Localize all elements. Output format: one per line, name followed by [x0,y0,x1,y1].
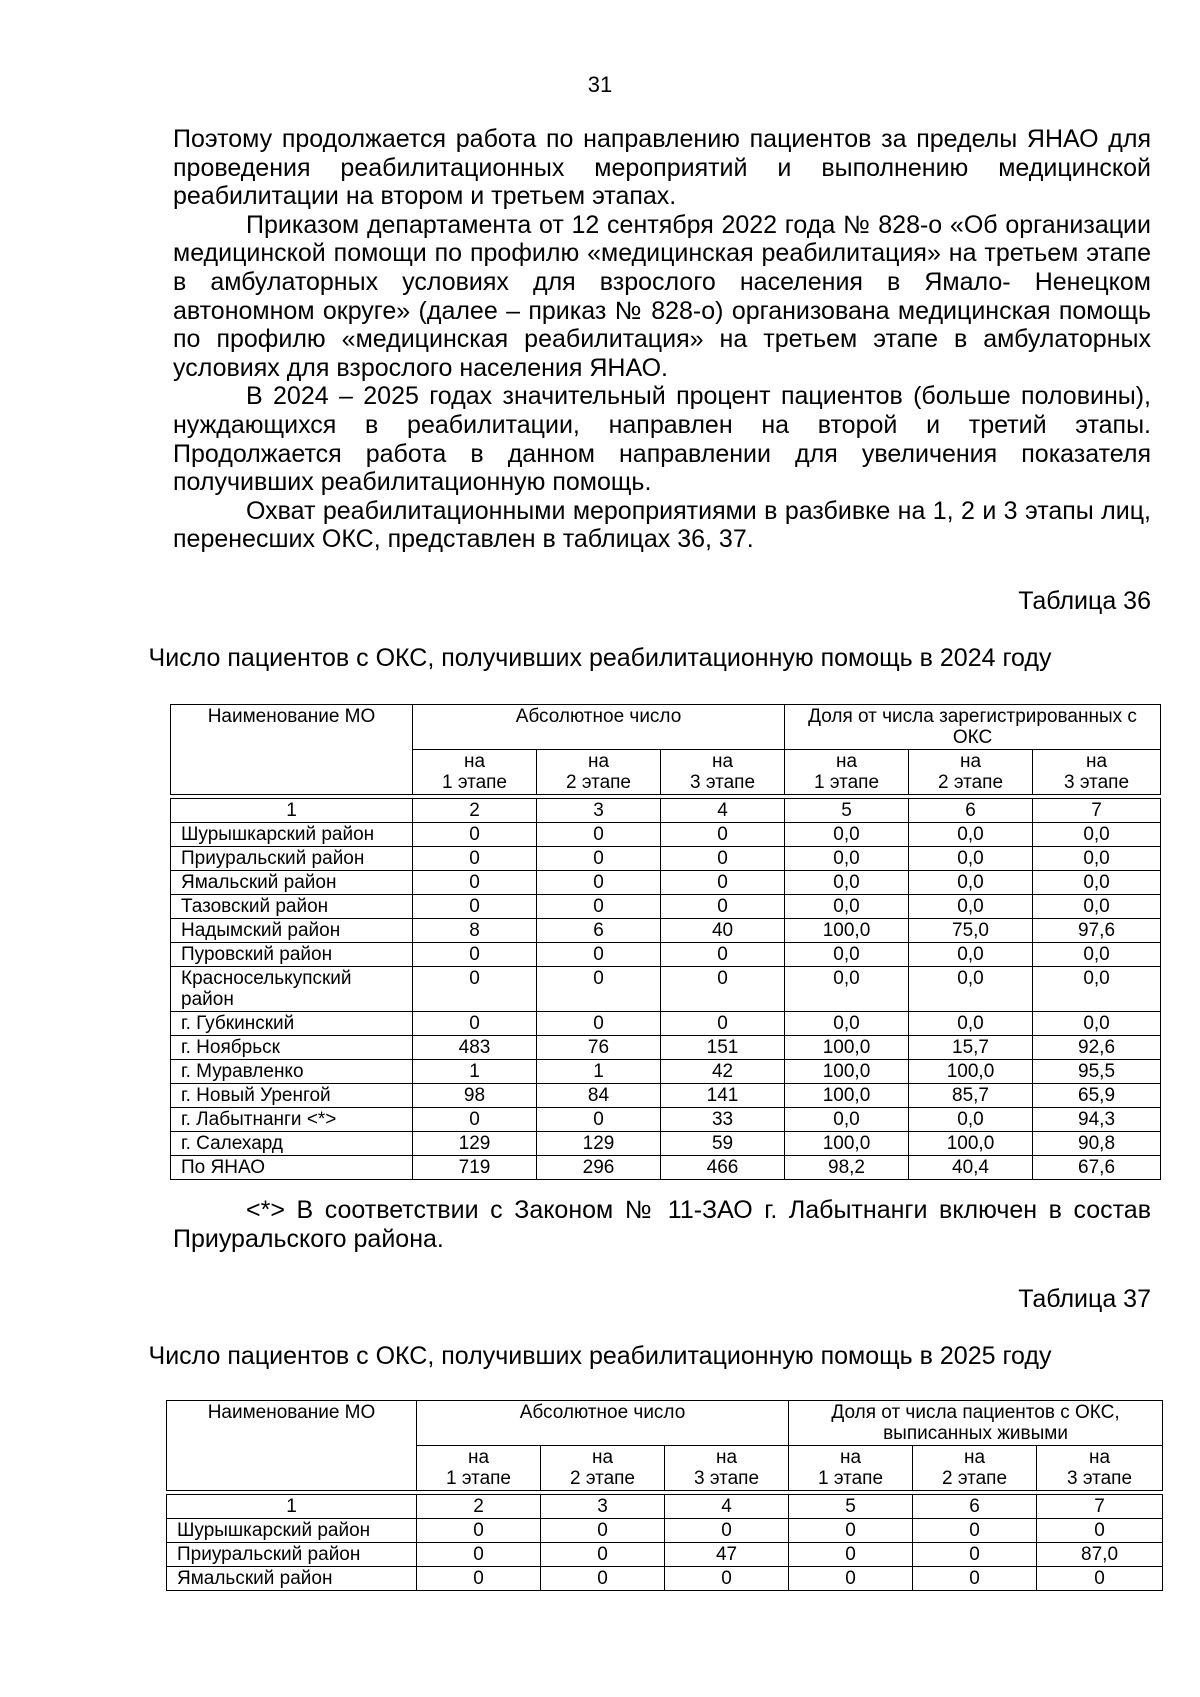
value-cell: 67,6 [1033,1156,1161,1180]
column-number: 5 [789,1495,913,1519]
value-cell: 0,0 [785,1108,909,1132]
value-cell: 100,0 [785,1036,909,1060]
value-cell: 98,2 [785,1156,909,1180]
row-name-cell: г. Лабытнанги <*> [171,1108,413,1132]
page-number: 31 [587,72,613,97]
value-cell: 100,0 [909,1060,1033,1084]
stage-header-line: 3 этапе [1064,772,1130,793]
stage-header [1033,750,1161,795]
table-row [171,847,1161,871]
stage-header [537,750,661,795]
stage-header [1037,1446,1163,1491]
value-cell: 0 [1037,1567,1163,1591]
value-cell: 95,5 [1033,1060,1161,1084]
body-text [173,125,1151,554]
row-name-cell: Приуральский район [167,1543,417,1567]
value-cell: 59 [661,1132,785,1156]
value-cell: 0,0 [785,871,909,895]
value-cell: 0 [661,895,785,919]
value-cell: 0 [541,1519,665,1543]
value-cell: 0,0 [785,967,909,1012]
stage-header-line: 1 этапе [441,772,508,793]
value-cell: 0 [913,1567,1037,1591]
table-row [171,1012,1161,1036]
value-cell: 90,8 [1033,1132,1161,1156]
table-37 [166,1400,1163,1591]
value-cell: 0 [661,847,785,871]
column-number: 1 [171,799,413,823]
value-cell: 0 [413,1108,537,1132]
value-cell: 0 [537,871,661,895]
value-cell: 33 [661,1108,785,1132]
value-cell: 75,0 [909,919,1033,943]
header-name: Наименование МО [167,1401,417,1491]
value-cell: 1 [537,1060,661,1084]
value-cell: 296 [537,1156,661,1180]
value-cell: 85,7 [909,1084,1033,1108]
table-row [171,967,1161,1012]
value-cell: 0,0 [909,871,1033,895]
row-name-cell: По ЯНАО [171,1156,413,1180]
footnote-text: <*> В соответствии с Законом № 11-ЗАО г. Лабытнанги включен в состав Приуральского района. [173,1196,1151,1253]
value-cell: 76 [537,1036,661,1060]
column-number: 4 [661,799,785,823]
header-name: Наименование МО [171,705,413,795]
value-cell: 0,0 [909,943,1033,967]
value-cell: 0 [537,847,661,871]
stage-header-line: на [463,751,486,772]
table-36 [170,704,1161,1180]
value-cell: 100,0 [909,1132,1033,1156]
table-37-label: Таблица 37 [1018,1285,1151,1313]
value-cell: 0,0 [1033,847,1161,871]
row-name-cell: г. Ноябрьск [171,1036,413,1060]
value-cell: 466 [661,1156,785,1180]
value-cell: 94,3 [1033,1108,1161,1132]
column-number: 7 [1033,799,1161,823]
header-share: Доля от числа зарегистрированных с ОКС [785,705,1161,750]
value-cell: 0,0 [909,1108,1033,1132]
table-row [167,1519,1163,1543]
value-cell: 0 [913,1519,1037,1543]
stage-header [413,750,537,795]
value-cell: 0 [789,1543,913,1567]
stage-header-line: 3 этапе [689,772,756,793]
stage-header-line: на [835,751,858,772]
value-cell: 0 [661,967,785,1012]
table-37-title: Число пациентов с ОКС, получивших реабилитационную помощь в 2025 году [148,1342,1052,1370]
stage-header-line: 3 этапе [1067,1468,1133,1489]
column-number: 4 [665,1495,789,1519]
value-cell: 40 [661,919,785,943]
value-cell: 483 [413,1036,537,1060]
stage-header [913,1446,1037,1491]
stage-header-line: на [711,751,734,772]
row-name-cell: Тазовский район [171,895,413,919]
stage-header-line: 2 этапе [565,772,632,793]
row-name-cell: г. Губкинский [171,1012,413,1036]
row-name-cell: Ямальский район [171,871,413,895]
value-cell: 0 [537,1012,661,1036]
stage-header [541,1446,665,1491]
value-cell: 0 [413,847,537,871]
value-cell: 97,6 [1033,919,1161,943]
value-cell: 1 [413,1060,537,1084]
stage-header-line: на [467,1447,490,1468]
value-cell: 6 [537,919,661,943]
row-name-cell: Пуровский район [171,943,413,967]
table-row [171,1108,1161,1132]
column-number: 2 [417,1495,541,1519]
value-cell: 40,4 [909,1156,1033,1180]
value-cell: 0 [661,943,785,967]
row-name-cell: Приуральский район [171,847,413,871]
value-cell: 0,0 [909,1012,1033,1036]
value-cell: 0,0 [785,1012,909,1036]
stage-header [909,750,1033,795]
stage-header [789,1446,913,1491]
value-cell: 0 [661,823,785,847]
value-cell: 129 [537,1132,661,1156]
header-share: Доля от числа пациентов с ОКС, выписанных живыми [789,1401,1163,1446]
value-cell: 92,6 [1033,1036,1161,1060]
stage-header-line: 1 этапе [445,1468,512,1489]
value-cell: 0,0 [785,895,909,919]
value-cell: 0,0 [785,823,909,847]
value-cell: 100,0 [785,1084,909,1108]
value-cell: 0 [417,1543,541,1567]
value-cell: 0 [541,1567,665,1591]
table-row [171,1084,1161,1108]
column-number: 1 [167,1495,417,1519]
column-number: 6 [913,1495,1037,1519]
value-cell: 8 [413,919,537,943]
value-cell: 0 [413,871,537,895]
value-cell: 84 [537,1084,661,1108]
table-row [171,943,1161,967]
value-cell: 0 [665,1567,789,1591]
value-cell: 0 [413,895,537,919]
stage-header-line: на [1086,751,1108,772]
column-number: 3 [541,1495,665,1519]
value-cell: 0 [661,1012,785,1036]
value-cell: 0 [913,1543,1037,1567]
value-cell: 0,0 [909,895,1033,919]
value-cell: 65,9 [1033,1084,1161,1108]
paragraph: В 2024 – 2025 годах значительный процент пациентов (больше половины), нуждающихся в реабилитации, направлен на второй и третий этапы. Продолжается работа в данном направлении для увеличения показателя получивших реабилитационную помощь. [173,382,1151,497]
row-name-cell: г. Муравленко [171,1060,413,1084]
row-name-cell: Шурышкарский район [167,1519,417,1543]
value-cell: 0,0 [1033,823,1161,847]
paragraph: Охват реабилитационными мероприятиями в разбивке на 1, 2 и 3 этапы лиц, перенесших ОКС, представлен в таблицах 36, 37. [173,496,1151,554]
value-cell: 0,0 [1033,1012,1161,1036]
value-cell: 0 [537,895,661,919]
value-cell: 141 [661,1084,785,1108]
paragraph: Поэтому продолжается работа по направлению пациентов за пределы ЯНАО для проведения реабилитационных мероприятий и выполнению медицинской реабилитации на втором и третьем этапах. [173,125,1151,211]
value-cell: 0 [413,1012,537,1036]
table-row [171,919,1161,943]
row-name-cell: г. Новый Уренгой [171,1084,413,1108]
stage-header-line: на [963,1447,986,1468]
row-name-cell: Красноселькупский район [171,967,413,1012]
value-cell: 0 [537,943,661,967]
table-row [167,1543,1163,1567]
stage-header-line: 3 этапе [693,1468,760,1489]
value-cell: 0,0 [1033,967,1161,1012]
value-cell: 0,0 [1033,943,1161,967]
value-cell: 0,0 [909,847,1033,871]
table-row [167,1567,1163,1591]
value-cell: 0 [413,823,537,847]
stage-header-line: 2 этапе [937,772,1004,793]
stage-header [785,750,909,795]
value-cell: 0,0 [1033,871,1161,895]
stage-header-line: на [715,1447,738,1468]
value-cell: 0 [789,1567,913,1591]
column-number: 6 [909,799,1033,823]
value-cell: 0 [417,1519,541,1543]
value-cell: 0 [665,1519,789,1543]
row-name-cell: Шурышкарский район [171,823,413,847]
value-cell: 0 [537,967,661,1012]
value-cell: 47 [665,1543,789,1567]
value-cell: 42 [661,1060,785,1084]
value-cell: 0,0 [785,847,909,871]
table-36-title: Число пациентов с ОКС, получивших реабилитационную помощь в 2024 году [148,644,1052,672]
value-cell: 0,0 [909,967,1033,1012]
table-row [171,1132,1161,1156]
stage-header-line: на [587,751,610,772]
column-number: 5 [785,799,909,823]
value-cell: 100,0 [785,919,909,943]
column-number: 7 [1037,1495,1163,1519]
stage-header-line: на [959,751,982,772]
value-cell: 0,0 [785,943,909,967]
column-number: 2 [413,799,537,823]
header-absolute: Абсолютное число [417,1401,789,1446]
table-row [171,1036,1161,1060]
value-cell: 0 [413,967,537,1012]
value-cell: 98 [413,1084,537,1108]
stage-header-line: 1 этапе [817,1468,884,1489]
row-name-cell: Ямальский район [167,1567,417,1591]
stage-header-line: 2 этапе [941,1468,1008,1489]
header-absolute: Абсолютное число [413,705,785,750]
stage-header-line: на [591,1447,614,1468]
value-cell: 719 [413,1156,537,1180]
value-cell: 0,0 [909,823,1033,847]
value-cell: 0 [541,1543,665,1567]
value-cell: 15,7 [909,1036,1033,1060]
table-row [171,1060,1161,1084]
stage-header [661,750,785,795]
value-cell: 0 [661,871,785,895]
stage-header [417,1446,541,1491]
stage-header [665,1446,789,1491]
value-cell: 0 [1037,1519,1163,1543]
value-cell: 129 [413,1132,537,1156]
value-cell: 0 [789,1519,913,1543]
stage-header-line: 1 этапе [813,772,880,793]
footnote [173,1196,1151,1253]
value-cell: 87,0 [1037,1543,1163,1567]
row-name-cell: Надымский район [171,919,413,943]
value-cell: 100,0 [785,1060,909,1084]
value-cell: 0 [537,1108,661,1132]
column-number: 3 [537,799,661,823]
paragraph: Приказом департамента от 12 сентября 2022 года № 828-о «Об организации медицинской помощи по профилю «медицинская реабилитация» на третьем этапе в амбулаторных условиях для взрослого населения в Ямало- Ненецком автономном округе» (далее – приказ № 828-о) организована медицинская помощь по профилю «медицинская реабилитация» на третьем этапе в амбулаторных условиях для взрослого населения ЯНАО. [173,210,1151,382]
stage-header-line: 2 этапе [569,1468,636,1489]
table-row [171,823,1161,847]
stage-header-line: на [1089,1447,1111,1468]
value-cell: 0,0 [1033,895,1161,919]
table-row [171,895,1161,919]
row-name-cell: г. Салехард [171,1132,413,1156]
value-cell: 0 [417,1567,541,1591]
table-row [171,871,1161,895]
value-cell: 0 [413,943,537,967]
value-cell: 0 [537,823,661,847]
stage-header-line: на [839,1447,862,1468]
value-cell: 151 [661,1036,785,1060]
value-cell: 100,0 [785,1132,909,1156]
table-36-label: Таблица 36 [1018,587,1151,615]
table-row [171,1156,1161,1180]
